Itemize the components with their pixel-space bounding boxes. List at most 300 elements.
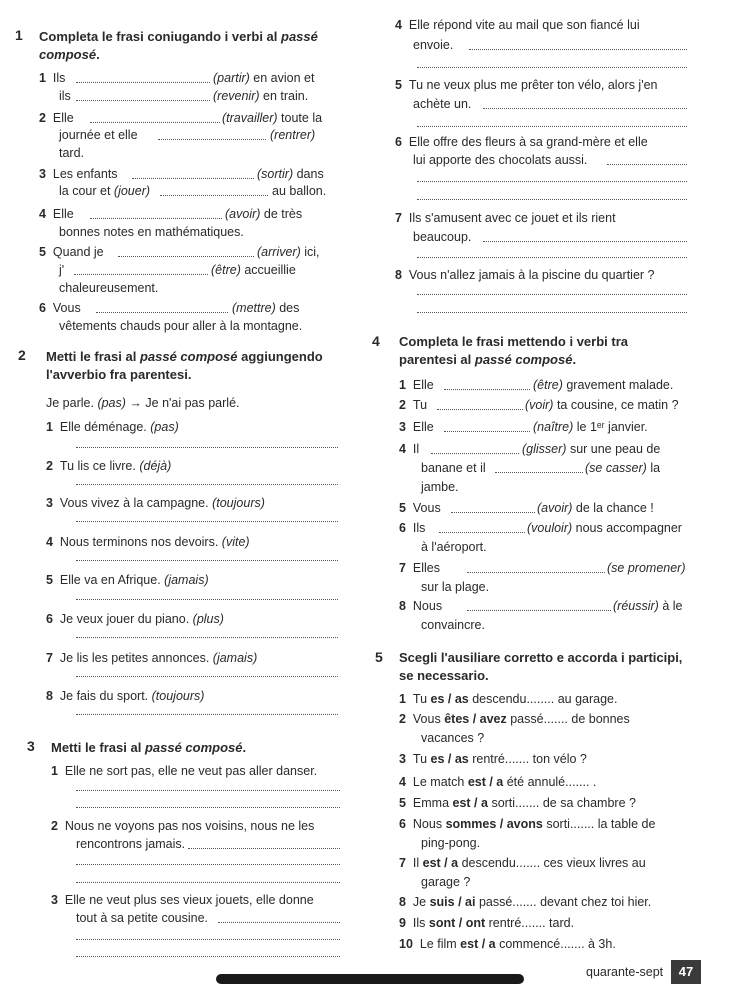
ex1-item-4-tail — [225, 207, 302, 222]
ex5-item-7 — [399, 856, 646, 871]
item-number: 7 — [399, 561, 406, 575]
answer-blank[interactable] — [132, 178, 254, 179]
answer-line[interactable] — [76, 676, 338, 677]
ex4-item-4-tail — [522, 442, 660, 457]
ex3-number: 3 — [27, 738, 35, 754]
ex2-number: 2 — [18, 347, 26, 363]
ex2-item-5 — [46, 573, 209, 588]
answer-blank[interactable] — [96, 312, 228, 313]
ex1-number: 1 — [15, 27, 23, 43]
answer-blank[interactable] — [439, 532, 525, 533]
item-text: lui apporte des chocolats aussi. — [413, 153, 588, 167]
page-word: quarante-sept — [586, 965, 664, 979]
auxiliary-choice[interactable]: sommes / avons — [445, 817, 543, 831]
item-number: 1 — [399, 378, 406, 392]
item-text: Vous n'allez jamais à la piscine du quartier ? — [408, 268, 655, 282]
ex1-item-3-line2 — [59, 184, 150, 199]
answer-line[interactable] — [76, 956, 340, 957]
ex4-title-line2 — [399, 352, 576, 367]
ex2-item-3 — [46, 496, 265, 511]
ex5-item-2 — [399, 712, 630, 727]
answer-blank[interactable] — [451, 512, 535, 513]
item-number: 6 — [46, 612, 53, 626]
item-text: Vous vivez à la campagne. — [59, 496, 209, 510]
item-number: 8 — [399, 895, 406, 909]
ex2-title — [46, 349, 323, 364]
item-text: journée et elle — [59, 128, 138, 142]
answer-line[interactable] — [417, 181, 687, 182]
item-text: des — [279, 301, 300, 315]
item-text: Elle offre des fleurs à sa grand-mère et elle — [408, 135, 648, 149]
item-text: vacances ? — [421, 731, 485, 745]
adverb-hint: (plus) — [192, 612, 224, 626]
item-text: Le match — [412, 775, 465, 789]
answer-blank[interactable] — [158, 139, 266, 140]
ex4-item-8-tail — [613, 599, 682, 614]
answer-line[interactable] — [76, 637, 338, 638]
ex5-item-8 — [399, 895, 651, 910]
item-text: tard. — [59, 146, 85, 160]
item-number: 6 — [399, 817, 406, 831]
answer-line[interactable] — [76, 882, 340, 883]
item-number: 2 — [399, 712, 406, 726]
example-text: Je parle. — [46, 396, 94, 410]
item-number: 6 — [399, 521, 406, 535]
verb-hint: (avoir) — [225, 207, 261, 221]
ex5-item-9 — [399, 916, 574, 931]
adverb-hint: (vite) — [221, 535, 250, 549]
ex4-item-5 — [399, 501, 441, 516]
item-text: Les enfants — [52, 167, 118, 181]
auxiliary-choice[interactable]: es / as — [430, 692, 469, 706]
item-number: 2 — [51, 819, 58, 833]
item-text: Nous ne voyons pas nos voisins, nous ne les — [64, 819, 315, 833]
ex4-item-4-tail2 — [585, 461, 660, 476]
ex2-item-2 — [46, 459, 171, 474]
ex1-item-3-tail — [257, 167, 324, 182]
ex5-title-a: Scegli l'ausiliare corretto e accorda i participi, — [399, 650, 683, 665]
answer-blank[interactable] — [118, 256, 254, 257]
item-text: Ils — [412, 521, 426, 535]
item-text: nous accompagner — [575, 521, 682, 535]
item-text: Nous terminons nos devoirs. — [59, 535, 219, 549]
verb-hint: (sortir) — [257, 167, 294, 181]
auxiliary-choice[interactable]: est / a — [460, 937, 496, 951]
ex2-item-1 — [46, 420, 179, 435]
verb-hint: (jouer) — [113, 184, 151, 198]
item-text: beaucoup. — [413, 230, 472, 244]
answer-line[interactable] — [76, 484, 338, 485]
ex1-item-1-tail — [213, 71, 314, 86]
ex2-title-d: l'avverbio fra parentesi. — [46, 367, 192, 382]
ex5-item-6 — [399, 817, 655, 832]
item-number: 8 — [395, 268, 402, 282]
item-number: 1 — [39, 71, 46, 85]
example-adverb: (pas) — [97, 396, 126, 410]
item-text: bonnes notes en mathématiques. — [59, 225, 244, 239]
verb-hint: (avoir) — [537, 501, 573, 515]
ex3-title — [51, 740, 246, 755]
answer-blank[interactable] — [495, 472, 583, 473]
ex4-item-1-tail — [533, 378, 673, 393]
item-text: commencé....... à 3h. — [499, 937, 616, 951]
item-text: dans — [296, 167, 324, 181]
item-number: 4 — [399, 442, 406, 456]
item-text: Ils — [52, 71, 66, 85]
ex2-item-8 — [46, 689, 204, 704]
adverb-hint: (toujours) — [151, 689, 205, 703]
item-text: ta cousine, ce matin ? — [556, 398, 679, 412]
item-text: Je fais du sport. — [59, 689, 149, 703]
answer-blank[interactable] — [160, 195, 268, 196]
item-text: de très — [263, 207, 303, 221]
item-text: Elle ne veut plus ses vieux jouets, elle donne — [64, 893, 314, 907]
answer-line[interactable] — [76, 807, 340, 808]
item-number: 7 — [399, 856, 406, 870]
item-text: Elle — [52, 111, 74, 125]
item-number: 2 — [46, 459, 53, 473]
ex1-title-a: Completa le frasi coniugando i verbi al — [39, 29, 278, 44]
item-text: au ballon. — [272, 184, 327, 198]
verb-hint: (se casser) — [585, 461, 647, 475]
page-number-badge: 47 — [671, 960, 701, 984]
answer-line[interactable] — [417, 67, 687, 68]
item-text: à l'aéroport. — [421, 540, 487, 554]
ex2-item-6 — [46, 612, 224, 627]
answer-blank[interactable] — [467, 572, 605, 573]
arrow-icon: → — [129, 396, 142, 410]
ex4-item-7 — [399, 561, 440, 576]
item-number: 3 — [51, 893, 58, 907]
adverb-hint: (toujours) — [212, 496, 265, 510]
ex5-item-4 — [399, 775, 596, 790]
verb-hint: (partir) — [213, 71, 250, 85]
ex5-item-5 — [399, 796, 636, 811]
item-text: sur une peau de — [569, 442, 661, 456]
item-text: banane et il — [421, 461, 486, 475]
answer-line[interactable] — [469, 49, 687, 50]
item-text: Je veux jouer du piano. — [59, 612, 190, 626]
item-number: 3 — [46, 496, 53, 510]
item-text: Elle va en Afrique. — [59, 573, 161, 587]
ex3-item-1 — [51, 764, 317, 779]
answer-blank[interactable] — [467, 610, 611, 611]
item-text: Elle répond vite au mail que son fiancé lui — [408, 18, 640, 32]
item-text: Ils s'amusent avec ce jouet et ils rient — [408, 211, 616, 225]
ex4-item-8 — [399, 599, 442, 614]
item-text: Le film — [419, 937, 457, 951]
item-text: gravement malade. — [566, 378, 674, 392]
adverb-hint: (pas) — [150, 420, 179, 434]
answer-line[interactable] — [218, 922, 340, 923]
verb-hint: (être) — [211, 263, 241, 277]
item-text: Tu — [412, 398, 428, 412]
answer-blank[interactable] — [90, 122, 220, 123]
answer-line[interactable] — [76, 599, 338, 600]
item-number: 5 — [395, 78, 402, 92]
item-text: Tu — [412, 692, 428, 706]
item-number: 2 — [39, 111, 46, 125]
answer-line[interactable] — [76, 790, 340, 791]
item-number: 2 — [399, 398, 406, 412]
item-number: 5 — [46, 573, 53, 587]
item-number: 7 — [395, 211, 402, 225]
item-text: passé....... devant chez toi hier. — [478, 895, 652, 909]
auxiliary-choice[interactable]: êtes / avez — [444, 712, 507, 726]
item-number: 10 — [399, 937, 413, 951]
item-text: sorti....... de sa chambre ? — [491, 796, 636, 810]
ex1-item-1-tail2 — [213, 89, 308, 104]
item-text: Vous — [52, 301, 81, 315]
ex5-item-10 — [399, 937, 616, 952]
answer-line[interactable] — [76, 447, 338, 448]
ex1-title — [39, 29, 318, 44]
ex4-item-2 — [399, 398, 427, 413]
item-number: 1 — [399, 692, 406, 706]
item-number: 1 — [46, 420, 53, 434]
item-number: 4 — [39, 207, 46, 221]
item-text: toute la — [281, 111, 323, 125]
item-text: jambe. — [421, 480, 459, 494]
answer-blank[interactable] — [74, 274, 208, 275]
ex1-item-3-line1 — [39, 167, 118, 182]
item-text: accueillie — [244, 263, 296, 277]
item-text: Nous — [412, 599, 443, 613]
item-text: Elle — [412, 420, 434, 434]
ex4-title-d: . — [572, 352, 577, 367]
ex4-item-4 — [399, 442, 419, 457]
item-text: Tu ne veux plus me prêter ton vélo, alors j'en — [408, 78, 658, 92]
item-text: garage ? — [421, 875, 471, 889]
ex3-item-6 — [395, 135, 648, 150]
answer-line[interactable] — [417, 257, 687, 258]
verb-hint: (naître) — [533, 420, 574, 434]
item-number: 6 — [39, 301, 46, 315]
ex5-number: 5 — [375, 649, 383, 665]
ex5-title-b: se necessario. — [399, 668, 489, 683]
ex1-item-6-line1 — [39, 301, 81, 316]
ex2-item-4 — [46, 535, 250, 550]
auxiliary-choice[interactable]: est / a — [467, 775, 504, 789]
item-number: 5 — [399, 501, 406, 515]
answer-blank[interactable] — [76, 82, 210, 83]
ex3-item-2 — [51, 819, 314, 834]
verb-hint: (voir) — [525, 398, 554, 412]
auxiliary-choice[interactable]: est / a — [422, 856, 459, 870]
item-text: rencontrons jamais. — [76, 837, 186, 851]
verb-hint: (mettre) — [232, 301, 276, 315]
item-text: le 1ᵉʳ janvier. — [576, 420, 648, 434]
ex2-title-a: Metti le frasi al — [46, 349, 137, 364]
item-text: ici, — [304, 245, 320, 259]
ex2-title-b: passé composé — [139, 349, 238, 364]
auxiliary-choice[interactable]: est / a — [452, 796, 488, 810]
item-text: j' — [59, 263, 65, 277]
ex3-title-c: . — [242, 740, 247, 755]
item-text: rentré....... ton vélo ? — [472, 752, 587, 766]
answer-line[interactable] — [417, 312, 687, 313]
answer-line[interactable] — [607, 164, 687, 165]
ex1-title-b: passé — [281, 29, 318, 44]
item-text: Elle ne sort pas, elle ne veut pas aller danser. — [64, 764, 318, 778]
ex1-item-1-line1 — [39, 71, 65, 86]
ex1-title-c: composé — [39, 47, 97, 62]
adverb-hint: (déjà) — [139, 459, 172, 473]
item-text: chaleureusement. — [59, 281, 159, 295]
ex1-title-line2 — [39, 47, 100, 62]
ex5-item-1 — [399, 692, 617, 707]
ex1-item-5-tail2 — [211, 263, 296, 278]
auxiliary-choice[interactable]: suis / ai — [429, 895, 476, 909]
item-text: Elles — [412, 561, 440, 575]
ex4-number: 4 — [372, 333, 380, 349]
ex3-item-8 — [395, 268, 655, 283]
ex5-item-3 — [399, 752, 587, 767]
item-text: à le — [662, 599, 683, 613]
auxiliary-choice[interactable]: sont / ont — [428, 916, 486, 930]
item-text: Ils — [412, 916, 426, 930]
item-text: Vous — [412, 712, 441, 726]
answer-line[interactable] — [417, 199, 687, 200]
item-text: descendu........ au garage. — [472, 692, 618, 706]
verb-hint: (arriver) — [257, 245, 301, 259]
item-number: 4 — [399, 775, 406, 789]
item-text: Je — [412, 895, 427, 909]
verb-hint: (revenir) — [213, 89, 260, 103]
item-text: rentré....... tard. — [488, 916, 575, 930]
answer-blank[interactable] — [437, 409, 523, 410]
ex4-item-6-tail — [527, 521, 682, 536]
item-text: Emma — [412, 796, 450, 810]
ex4-item-3-tail — [533, 420, 648, 435]
example-answer: Je n'ai pas parlé. — [145, 396, 240, 410]
item-text: la — [650, 461, 661, 475]
ex2-example — [46, 396, 240, 411]
answer-line[interactable] — [417, 126, 687, 127]
item-text: descendu....... ces vieux livres au — [461, 856, 646, 870]
ex3-item-3 — [51, 893, 314, 908]
ex1-item-5-tail — [257, 245, 320, 260]
item-number: 9 — [399, 916, 406, 930]
item-text: Nous — [412, 817, 443, 831]
item-text: en avion et — [253, 71, 315, 85]
ex3-title-b: passé composé — [144, 740, 243, 755]
answer-blank[interactable] — [431, 453, 519, 454]
item-number: 3 — [39, 167, 46, 181]
item-text: Quand je — [52, 245, 104, 259]
ex4-item-6 — [399, 521, 425, 536]
item-text: vêtements chauds pour aller à la montagne. — [59, 319, 303, 333]
answer-line[interactable] — [417, 294, 687, 295]
ex4-item-1 — [399, 378, 434, 393]
verb-hint: (rentrer) — [270, 128, 316, 142]
item-text: Tu — [412, 752, 428, 766]
item-text: convaincre. — [421, 618, 485, 632]
answer-line[interactable] — [483, 241, 687, 242]
ex4-item-5-tail — [537, 501, 654, 516]
item-text: la cour et — [59, 184, 111, 198]
item-text: sorti....... la table de — [546, 817, 656, 831]
item-number: 3 — [399, 420, 406, 434]
item-number: 5 — [399, 796, 406, 810]
ex1-item-2-tail — [222, 111, 322, 126]
item-text: Il — [412, 442, 420, 456]
answer-line[interactable] — [76, 521, 338, 522]
item-number: 8 — [46, 689, 53, 703]
item-number: 1 — [51, 764, 58, 778]
item-text: en train. — [263, 89, 309, 103]
ex1-item-6-tail — [232, 301, 299, 316]
scroll-bar[interactable] — [216, 974, 524, 984]
auxiliary-choice[interactable]: es / as — [430, 752, 469, 766]
item-number: 7 — [46, 651, 53, 665]
item-text: sur la plage. — [421, 580, 490, 594]
verb-hint: (glisser) — [522, 442, 567, 456]
answer-blank[interactable] — [90, 218, 222, 219]
item-text: Elle déménage. — [59, 420, 147, 434]
item-text: ping-pong. — [421, 836, 481, 850]
ex2-title-c: aggiungendo — [241, 349, 323, 364]
item-text: ils — [59, 89, 71, 103]
answer-blank[interactable] — [444, 389, 530, 390]
adverb-hint: (jamais) — [164, 573, 209, 587]
ex2-item-7 — [46, 651, 257, 666]
item-number: 3 — [399, 752, 406, 766]
verb-hint: (être) — [533, 378, 563, 392]
item-text: de la chance ! — [575, 501, 654, 515]
item-text: passé....... de bonnes — [510, 712, 630, 726]
item-number: 4 — [46, 535, 53, 549]
ex4-title-b: parentesi al — [399, 352, 472, 367]
ex4-item-2-tail — [525, 398, 679, 413]
answer-line[interactable] — [76, 864, 340, 865]
verb-hint: (travailler) — [222, 111, 278, 125]
answer-line[interactable] — [188, 848, 340, 849]
item-text: Tu lis ce livre. — [59, 459, 136, 473]
item-text: Elle — [412, 378, 434, 392]
item-text: Elle — [52, 207, 74, 221]
item-number: 4 — [395, 18, 402, 32]
item-text: été annulé....... . — [506, 775, 597, 789]
item-number: 6 — [395, 135, 402, 149]
ex4-title-a: Completa le frasi mettendo i verbi tra — [399, 334, 629, 349]
ex1-item-5-line1 — [39, 245, 104, 260]
answer-blank[interactable] — [76, 100, 210, 101]
ex3-title-a: Metti le frasi al — [51, 740, 142, 755]
item-text: Je lis les petites annonces. — [59, 651, 210, 665]
adverb-hint: (jamais) — [212, 651, 258, 665]
item-text: Il — [412, 856, 420, 870]
item-text: envoie. — [413, 38, 454, 52]
item-text: tout à sa petite cousine. — [76, 911, 209, 925]
answer-line[interactable] — [483, 108, 687, 109]
ex3-item-4 — [395, 18, 640, 33]
ex1-item-4-line1 — [39, 207, 74, 222]
item-text: achète un. — [413, 97, 472, 111]
item-number: 8 — [399, 599, 406, 613]
ex1-title-d: . — [96, 47, 100, 62]
ex3-item-7 — [395, 211, 616, 226]
ex4-title-c: passé composé — [474, 352, 573, 367]
answer-line[interactable] — [76, 560, 338, 561]
answer-blank[interactable] — [444, 431, 530, 432]
answer-line[interactable] — [76, 714, 338, 715]
answer-line[interactable] — [76, 939, 340, 940]
ex1-item-2-line1 — [39, 111, 74, 126]
verb-hint: (vouloir) — [527, 521, 573, 535]
item-text: Vous — [412, 501, 441, 515]
verb-hint: (réussir) — [613, 599, 659, 613]
